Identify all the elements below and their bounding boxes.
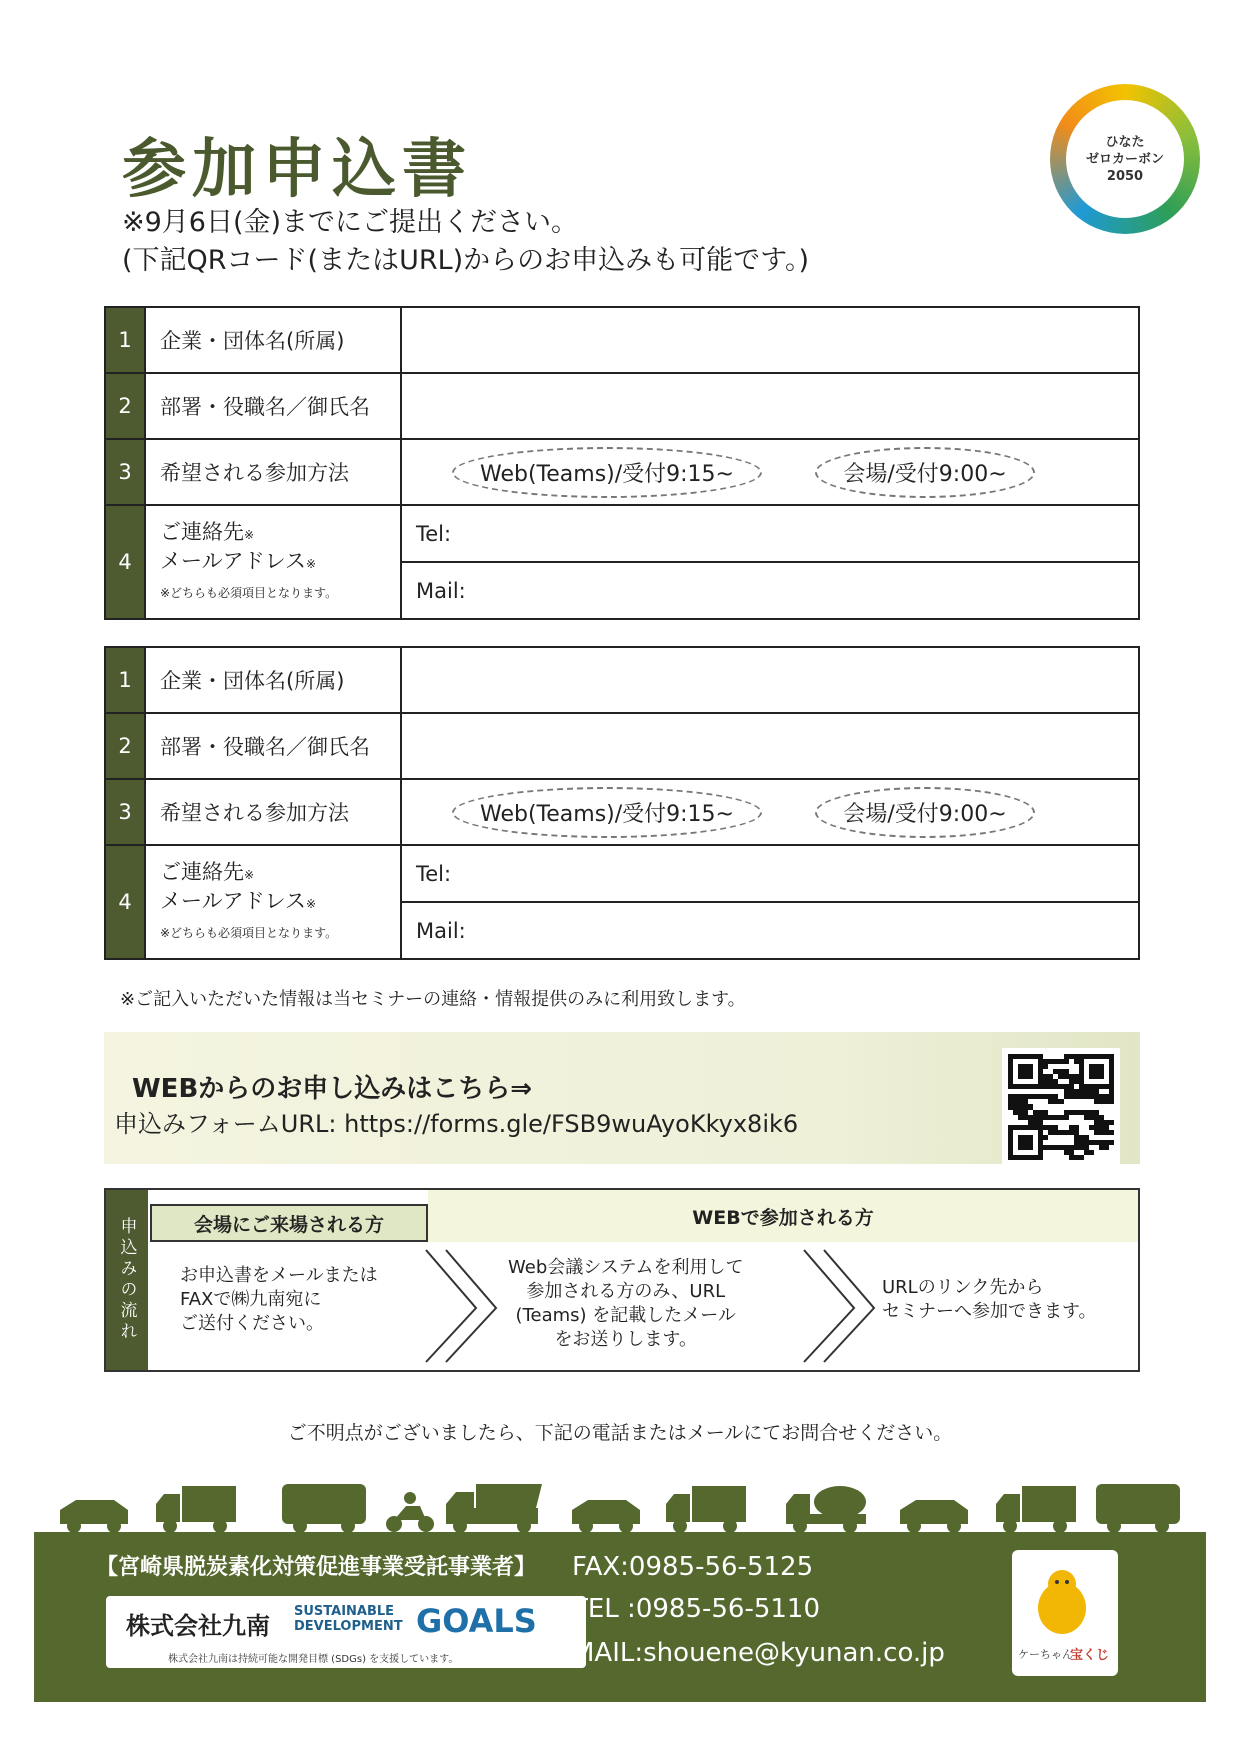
company-logo [106, 1596, 586, 1668]
name-input[interactable] [401, 373, 1139, 439]
method-options [401, 439, 1139, 505]
company-input[interactable] [401, 307, 1139, 373]
logo-line-1: ひなた [1105, 134, 1145, 150]
web-option[interactable]: Web(Teams)/受付9:15~ [452, 447, 762, 498]
method-label: 希望される参加方法 [145, 779, 401, 845]
tel-number[interactable]: TEL :0985-56-5110 [572, 1594, 821, 1624]
truck-icon [156, 1486, 236, 1533]
sdg-logo-text: SUSTAINABLE DEVELOPMENT [294, 1604, 403, 1634]
flow-side-label: 申込みの流れ [106, 1190, 148, 1370]
tel-input[interactable]: Tel: [401, 845, 1139, 902]
name-input[interactable] [401, 713, 1139, 779]
contact-label: ご連絡先※ メールアドレス※ ※どちらも必須項目となります。 [145, 505, 401, 619]
venue-option[interactable]: 会場/受付9:00~ [815, 787, 1034, 838]
zero-carbon-logo [1050, 84, 1200, 234]
deadline-note: ※9月6日(金)までにご提出ください。 [122, 207, 579, 238]
web-heading: WEBからのお申し込みはこちら⇒ [132, 1074, 533, 1104]
mail-input[interactable]: Mail: [401, 562, 1139, 619]
dump-truck-icon [446, 1484, 542, 1533]
application-form-1 [104, 306, 1140, 620]
logo-line-3: 2050 [1106, 168, 1144, 184]
mail-input[interactable]: Mail: [401, 902, 1139, 959]
page-title: 参加申込書 [122, 133, 472, 207]
qr-note: (下記QRコード(またはURL)からのお申込みも可能です。) [122, 245, 810, 276]
contractor-heading: 【宮崎県脱炭素化対策促進事業受託事業者】 [96, 1555, 537, 1580]
sdg-support-note: 株式会社九南は持続可能な開発目標 (SDGs) を支援しています。 [168, 1654, 459, 1665]
motorbike-icon [386, 1492, 434, 1532]
method-options [401, 779, 1139, 845]
footer [34, 1532, 1206, 1702]
truck-icon [666, 1486, 746, 1533]
fax-number: FAX:0985-56-5125 [572, 1552, 814, 1582]
tel-input[interactable]: Tel: [401, 505, 1139, 562]
company-name: 株式会社九南 [126, 1612, 270, 1640]
web-option[interactable]: Web(Teams)/受付9:15~ [452, 787, 762, 838]
contact-label: ご連絡先※ メールアドレス※ ※どちらも必須項目となります。 [145, 845, 401, 959]
lottery-mascot [1012, 1550, 1118, 1676]
car-icon [60, 1500, 128, 1533]
qr-code-icon[interactable] [1002, 1048, 1120, 1166]
name-label: 部署・役職名／御氏名 [145, 373, 401, 439]
lottery-label: 宝くじ [1070, 1648, 1110, 1663]
vehicle-illustrations [56, 1480, 1196, 1536]
flow-step-1: お申込書をメールまたは FAXで㈱九南宛に ご送付ください。 [180, 1265, 378, 1334]
truck-icon [996, 1486, 1076, 1533]
row-number: 1 [105, 647, 145, 713]
row-number: 2 [105, 373, 145, 439]
application-flow [104, 1188, 1140, 1372]
venue-option[interactable]: 会場/受付9:00~ [815, 447, 1034, 498]
inquiry-note: ご不明点がございましたら、下記の電話またはメールにてお問合せください。 [287, 1422, 953, 1444]
flow-step-3: URLのリンク先から セミナーへ参加できます。 [882, 1277, 1097, 1322]
mixer-truck-icon [786, 1486, 866, 1533]
company-input[interactable] [401, 647, 1139, 713]
company-label: 企業・団体名(所属) [145, 647, 401, 713]
application-form-2 [104, 646, 1140, 960]
name-label: 部署・役職名／御氏名 [145, 713, 401, 779]
car-icon [900, 1500, 968, 1533]
row-number: 3 [105, 779, 145, 845]
required-note: ※どちらも必須項目となります。 [160, 925, 338, 940]
email-address[interactable]: MAIL:shouene@kyunan.co.jp [572, 1638, 945, 1668]
row-number: 4 [105, 845, 145, 959]
venue-participant-tab: 会場にご来場される方 [150, 1204, 428, 1242]
flow-step-2: Web会議システムを利用して 参加される方のみ、URL (Teams) を記載したメール をお送りします。 [508, 1257, 744, 1350]
car-icon [572, 1500, 640, 1533]
form-url-link[interactable]: 申込みフォームURL: https://forms.gle/FSB9wuAyoKkyx8ik6 [114, 1110, 799, 1138]
bus-icon [1096, 1484, 1180, 1533]
web-participant-tab: WEBで参加される方 [428, 1190, 1138, 1242]
required-note: ※どちらも必須項目となります。 [160, 585, 338, 600]
privacy-note: ※ご記入いただいた情報は当セミナーの連絡・情報提供のみに利用致します。 [120, 989, 746, 1010]
method-label: 希望される参加方法 [145, 439, 401, 505]
company-label: 企業・団体名(所属) [145, 307, 401, 373]
row-number: 1 [105, 307, 145, 373]
row-number: 4 [105, 505, 145, 619]
sdg-goals-logo: GOALS [416, 1602, 537, 1640]
logo-line-2: ゼロカーボン [1085, 151, 1164, 167]
mascot-icon [1012, 1550, 1118, 1646]
row-number: 2 [105, 713, 145, 779]
bus-icon [282, 1484, 366, 1533]
mascot-name: ケーちゃん [1018, 1648, 1073, 1661]
row-number: 3 [105, 439, 145, 505]
